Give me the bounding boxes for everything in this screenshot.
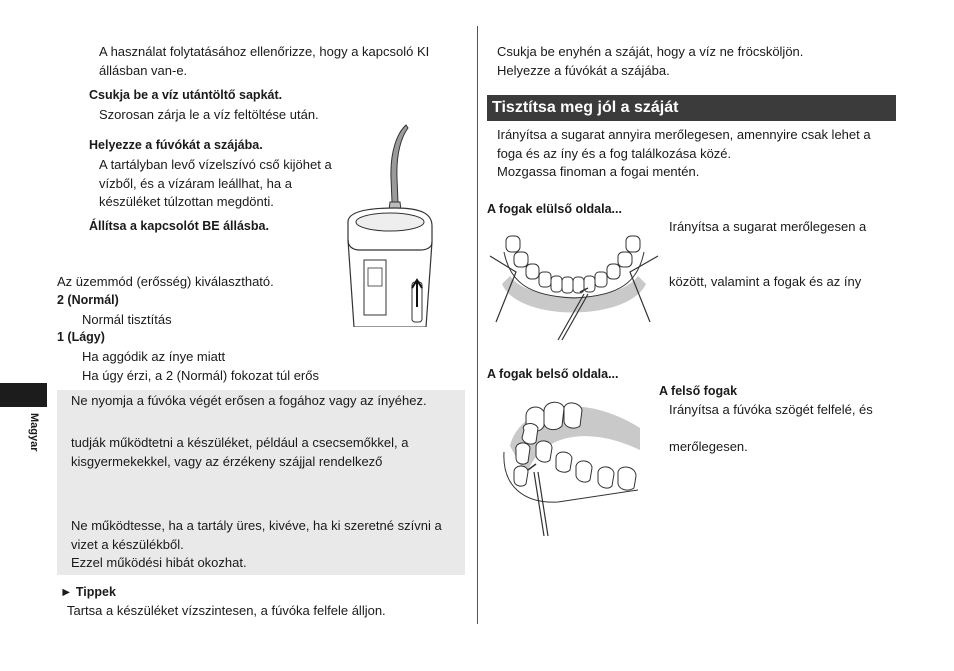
mode-2-description: Normál tisztítás <box>82 312 172 327</box>
front-side-text-1: Irányítsa a sugarat merőlegesen a <box>669 219 867 234</box>
mode-1-label: 1 (Lágy) <box>57 330 105 344</box>
aim-line-1: Irányítsa a sugarat annyira merőlegesen, amennyire csak lehet a <box>497 127 871 142</box>
mode-2-label: 2 (Normál) <box>57 293 119 307</box>
column-divider <box>477 26 478 624</box>
caution-line-3: kisgyermekekkel, vagy az érzékeny szájjal rendelkező <box>71 454 383 469</box>
aim-line-3: Mozgassa finoman a fogai mentén. <box>497 164 700 179</box>
step-switch-on-heading: Állítsa a kapcsolót BE állásba. <box>89 219 269 233</box>
continue-check-line1: A használat folytatásához ellenőrizze, hogy a kapcsoló KI <box>99 44 430 59</box>
step-insert-nozzle-line2: vízből, és a vízáram leállhat, ha a <box>99 176 292 191</box>
irrigator-illustration <box>340 122 440 327</box>
intro-line-2: Helyezze a fúvókát a szájába. <box>497 63 670 78</box>
language-tab <box>0 383 47 407</box>
step-insert-nozzle-line1: A tartályban levő vízelszívó cső kijöhet a <box>99 157 332 172</box>
inner-teeth-illustration <box>500 386 645 538</box>
caution-line-1: Ne nyomja a fúvóka végét erősen a fogához vagy az ínyéhez. <box>71 393 427 408</box>
language-label: Magyar <box>28 413 40 452</box>
step-close-cap-heading: Csukja be a víz utántöltő sapkát. <box>89 88 283 102</box>
upper-teeth-text-1: Irányítsa a fúvóka szögét felfelé, és <box>669 402 873 417</box>
continue-check-line2: állásban van-e. <box>99 63 188 78</box>
caution-line-6: Ezzel működési hibát okozhat. <box>71 555 247 570</box>
aim-line-2: foga és az íny és a fog találkozása közé. <box>497 146 732 161</box>
step-insert-nozzle-line3: készüléket túlzottan megdönti. <box>99 194 274 209</box>
step-insert-nozzle-heading: Helyezze a fúvókát a szájába. <box>89 138 263 152</box>
mode-1-description-2: Ha úgy érzi, a 2 (Normál) fokozat túl erős <box>82 368 319 383</box>
step-close-cap-text: Szorosan zárja le a víz feltöltése után. <box>99 107 319 122</box>
mode-intro: Az üzemmód (erősség) kiválasztható. <box>57 274 274 289</box>
upper-teeth-text-2: merőlegesen. <box>669 439 748 454</box>
caution-line-5: vizet a készülékből. <box>71 537 184 552</box>
mode-1-description-1: Ha aggódik az ínye miatt <box>82 349 226 364</box>
upper-teeth-heading: A felső fogak <box>659 384 738 398</box>
caution-line-4: Ne működtesse, ha a tartály üres, kivéve, ha ki szeretné szívni a <box>71 518 442 533</box>
front-side-text-2: között, valamint a fogak és az íny <box>669 274 862 289</box>
tips-text: Tartsa a készüléket vízszintesen, a fúvóka felfele álljon. <box>67 603 386 618</box>
caution-line-2: tudják működtetni a készüléket, például a csecsemőkkel, a <box>71 435 409 450</box>
front-side-heading: A fogak elülső oldala... <box>487 202 622 216</box>
inner-side-heading: A fogak belső oldala... <box>487 367 619 381</box>
tips-heading: ► Tippek <box>60 585 116 599</box>
front-teeth-illustration <box>488 222 660 346</box>
section-title-bar: Tisztítsa meg jól a száját <box>487 95 896 121</box>
intro-line-1: Csukja be enyhén a száját, hogy a víz ne fröcsköljön. <box>497 44 804 59</box>
